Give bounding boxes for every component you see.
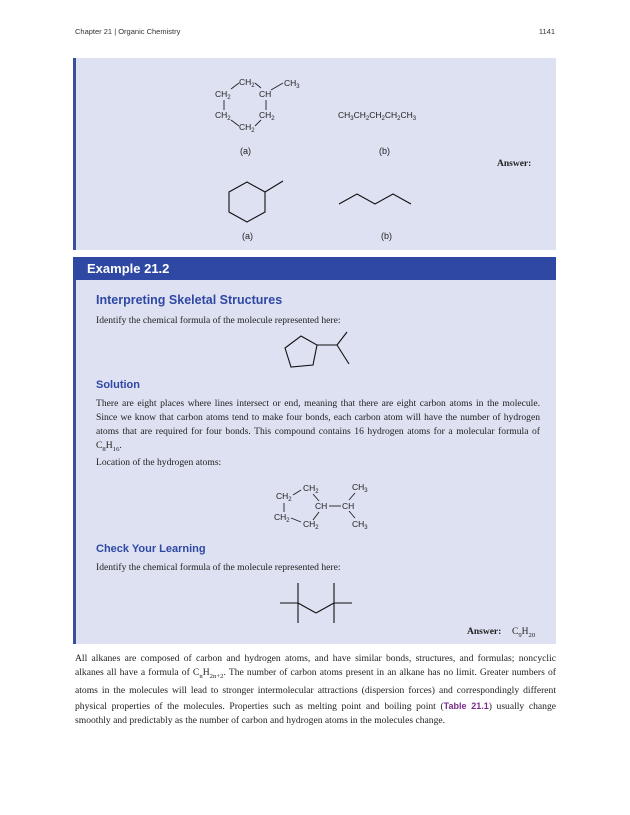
label-a-skeletal: (a) — [242, 231, 253, 241]
svg-text:CH3: $CH_3$ — [352, 482, 368, 494]
page-number: 1141 — [538, 27, 555, 36]
check-answer-label: Answer: — [467, 627, 502, 637]
example-title: Example 21.2 — [87, 261, 170, 276]
check-answer-value: $C_9H_{20}$ — [512, 627, 536, 639]
label-b-condensed: (b) — [379, 146, 390, 156]
svg-text:CH2: $CH_2$ — [274, 512, 290, 524]
check-learning-heading: Check Your Learning — [96, 543, 206, 555]
skeletal-methylcyclohexane — [221, 176, 291, 226]
hydrogen-location-label: Location of the hydrogen atoms: — [96, 457, 222, 468]
example-prompt: Identify the chemical formula of the molecule represented here: — [96, 315, 341, 326]
body-paragraph: All alkanes are composed of carbon and hydrogen atoms, and have similar bonds, structures, and formulas; noncyclic alkanes all have a formula of $C_nH_{2n+2}$. The number of carbon atoms present in an alkane has no limit. Greater numbers of atoms in the molecules will lead to stronger intermolecular attractions (dispersion forces) and correspondingly different physical properties of the molecules. Properties such as melting point and boiling point (Table 21.1) usually change smoothly and predictably as the number of carbon and hydrogen atoms in the molecules change. — [75, 653, 556, 726]
example-box — [73, 280, 556, 644]
condensed-pentane-formula — [338, 108, 438, 122]
svg-text:CH2: $CH_2$ — [303, 483, 319, 495]
condensed-isopropylcyclopentane — [271, 478, 381, 534]
svg-text:CH3: $CH_3$ — [284, 78, 300, 90]
table-21-1-link[interactable]: Table 21.1 — [443, 700, 489, 711]
solution-text: There are eight places where lines intersect or end, meaning that there are eight carbon atoms in the molecule. Since we know that carbon atoms tend to make four bonds, each carbon atom will have the number of hydrogen atoms that are required for four bonds. This compound contains 16 hydrogen atoms for a molecular formula of $C_8H_{16}$. — [96, 398, 540, 453]
previous-answer-box — [73, 58, 556, 250]
svg-text:CH2: $CH_2$ — [239, 77, 255, 89]
svg-text:CH2: $CH_2$ — [259, 110, 275, 122]
svg-text:CH3: $CH_3$ — [352, 519, 368, 531]
svg-text:CH2: $CH_2$ — [276, 491, 292, 503]
svg-text:CH2: $CH_2$ — [215, 89, 231, 101]
svg-text:CH2: $CH_2$ — [303, 519, 319, 531]
label-a-condensed: (a) — [240, 146, 251, 156]
example-heading: Interpreting Skeletal Structures — [96, 293, 283, 307]
svg-text:CH3CH2CH2CH2CH3: $CH_3CH_2CH_2CH_2CH_3$ — [338, 110, 417, 122]
svg-text:CH2: $CH_2$ — [215, 110, 231, 122]
answer-label: Answer: — [497, 159, 532, 169]
solution-heading: Solution — [96, 379, 140, 391]
example-header — [73, 257, 556, 280]
svg-text:CH2: $CH_2$ — [239, 122, 255, 134]
svg-text:CH: CH — [259, 89, 272, 99]
chapter-header: Chapter 21 | Organic Chemistry — [75, 27, 181, 36]
svg-text:CH: CH — [315, 501, 328, 511]
svg-text:CH: CH — [342, 501, 355, 511]
label-b-skeletal: (b) — [381, 231, 392, 241]
condensed-ring-structure — [211, 74, 311, 136]
skeletal-isopropylcyclopentane — [281, 330, 361, 376]
check-prompt: Identify the chemical formula of the molecule represented here: — [96, 562, 341, 573]
skeletal-pentane — [336, 188, 416, 212]
skeletal-tetramethylpentane — [276, 579, 356, 629]
